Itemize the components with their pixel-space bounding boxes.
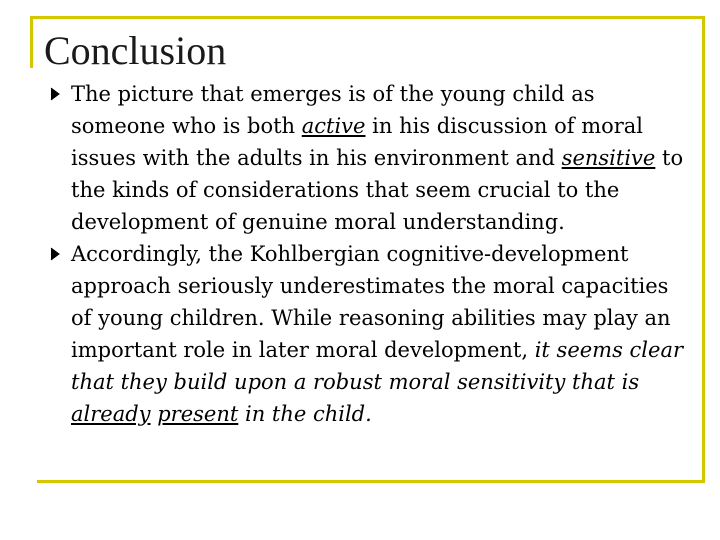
italic-text: in the child. bbox=[238, 402, 372, 426]
slide-body bbox=[50, 78, 690, 430]
arrow-bullet-icon bbox=[50, 84, 60, 104]
bullet-text: The picture that emerges is of the young child as someone who is both bbox=[71, 82, 595, 138]
slide-frame-left bbox=[30, 16, 33, 68]
arrow-bullet-icon bbox=[50, 244, 60, 264]
slide-title: Conclusion bbox=[44, 28, 227, 73]
emphasis-active: active bbox=[301, 114, 366, 138]
italic-text: it seems clear that they build upon a robust moral sensitivity that is bbox=[71, 338, 684, 394]
slide-frame-right bbox=[702, 16, 705, 482]
bullet-text: in his discussion of moral issues with the adults in his environment and bbox=[71, 114, 644, 170]
slide-frame-bottom bbox=[37, 480, 705, 483]
slide-frame-top bbox=[30, 16, 705, 19]
bullet-text: Accordingly, the Kohlbergian cognitive-development approach seriously underestimates the moral capacities of young children. While reasoning abilities may play an important role in later moral development, bbox=[71, 242, 671, 362]
emphasis-sensitive: sensitive bbox=[561, 146, 656, 170]
emphasis-present: present bbox=[157, 402, 239, 426]
bullet-item bbox=[50, 238, 690, 430]
bullet-text: to the kinds of considerations that seem crucial to the development of genuine moral understanding. bbox=[71, 146, 684, 234]
bullet-item bbox=[50, 78, 690, 238]
emphasis-already: already bbox=[71, 402, 151, 426]
